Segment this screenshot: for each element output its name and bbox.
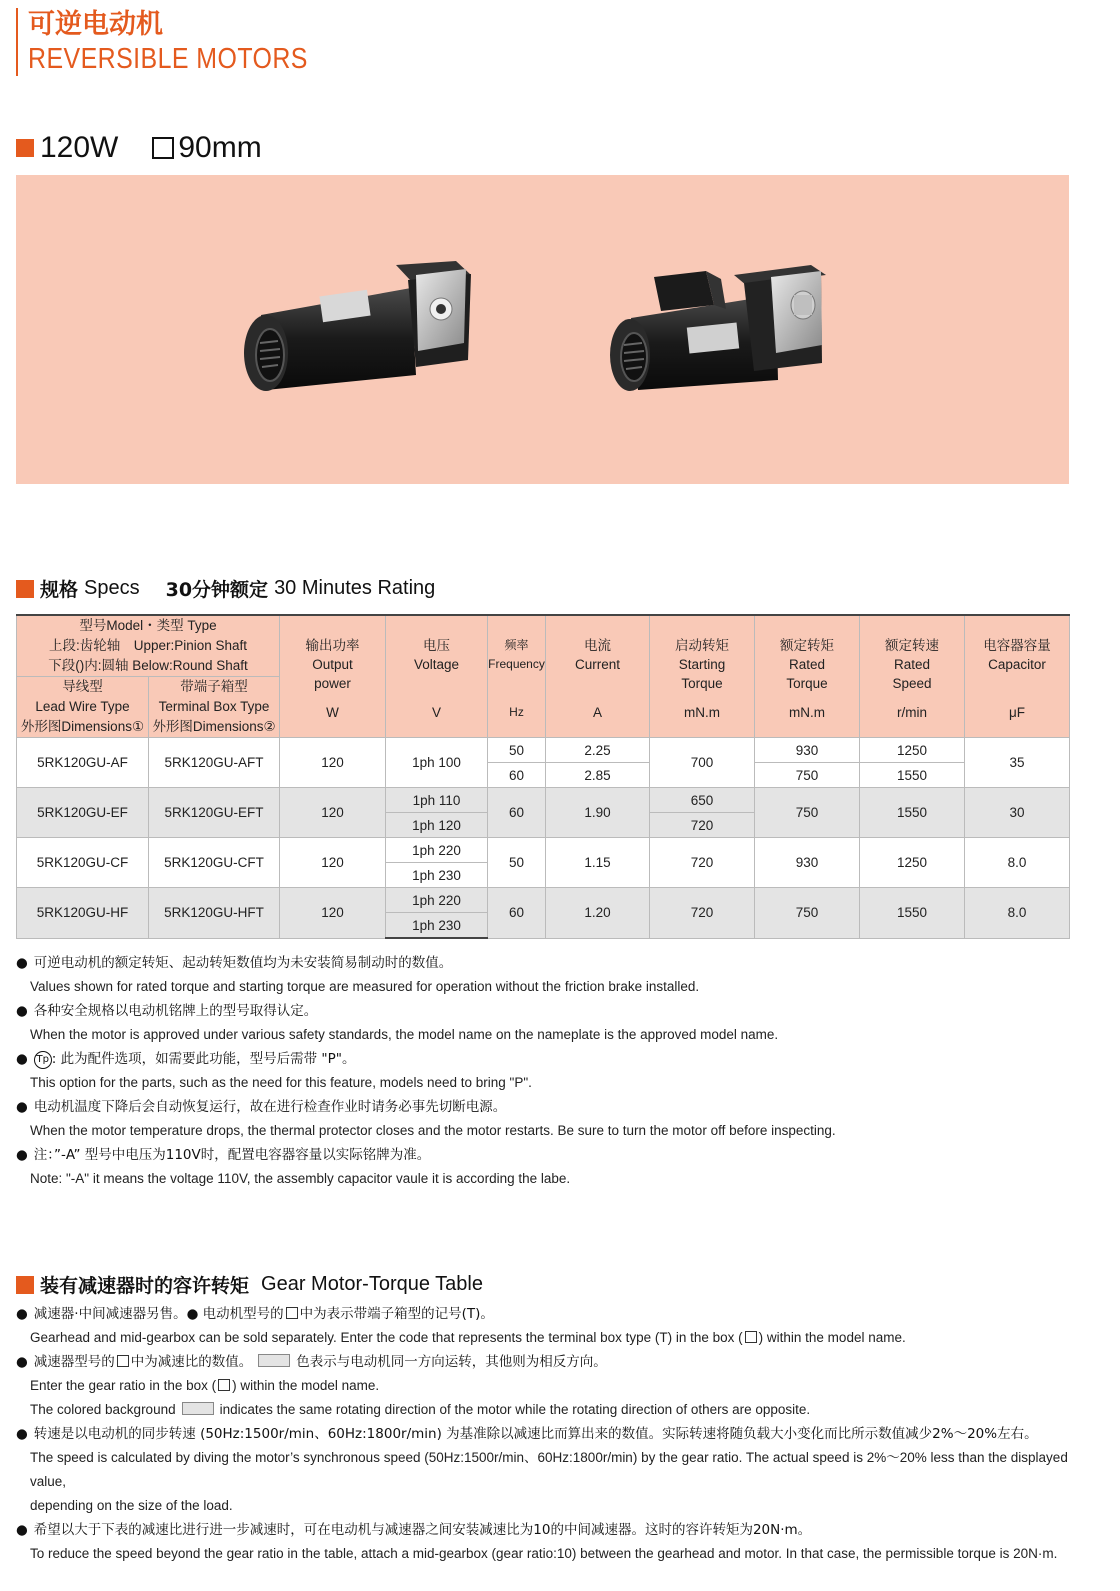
model-frame-size: 90mm <box>178 131 262 164</box>
frequency-cell: 50 <box>488 838 546 888</box>
lead-wire-header: 导线型 Lead Wire Type 外形图Dimensions① <box>17 677 149 738</box>
rated-speed-cell: 1250 <box>860 838 965 888</box>
table-row <box>17 838 1070 863</box>
terminal-model-cell: 5RK120GU-AFT <box>149 738 280 788</box>
note-cn: ● 电动机温度下降后会自动恢复运行，故在进行检查作业时请务必事先切断电源。 <box>16 1099 507 1115</box>
rating-heading-en: 30 Minutes Rating <box>274 577 436 599</box>
product-photo-panel <box>16 175 1069 484</box>
rated-speed-cell: 1550 <box>860 763 965 788</box>
note-en: When the motor temperature drops, the thermal protector closes and the motor restarts. Be sure to turn the motor off before inspecting. <box>30 1123 836 1138</box>
section-marker-icon <box>16 139 34 157</box>
rating-heading-cn: 30分钟额定 <box>165 579 269 601</box>
model-power: 120W <box>40 131 119 164</box>
voltage-cell: 1ph 230 <box>386 913 488 939</box>
gear-heading-cn: 装有减速器时的容许转矩 <box>40 1275 250 1297</box>
note-en: Note: "-A" it means the voltage 110V, the assembly capacitor vaule it is according the labe. <box>30 1171 571 1186</box>
note-en: The speed is calculated by diving the motor’s synchronous speed (50Hz:1500r/min、60Hz:1800r/min) by the gear ratio. The actual speed is 2%～20% less than the displayed value, <box>30 1450 1068 1489</box>
voltage-cell: 1ph 230 <box>386 863 488 888</box>
gear-heading <box>16 1271 483 1298</box>
specs-heading-en: Specs <box>84 577 140 599</box>
note-en: This option for the parts, such as the need for this feature, models need to bring "P". <box>30 1075 532 1090</box>
note-en: Gearhead and mid-gearbox can be sold separately. Enter the code that represents the terminal box type (T) in the box ( ) within the model name. <box>30 1330 906 1345</box>
rated-speed-cell: 1250 <box>860 738 965 763</box>
tp-option-icon: Tp <box>34 1051 52 1069</box>
model-type-header: 型号Model・类型 Type 上段:齿轮轴 Upper:Pinion Shaft 下段()内:圆轴 Below:Round Shaft <box>17 615 280 677</box>
voltage-header: 电压 Voltage V <box>386 615 488 738</box>
box-placeholder-icon <box>218 1379 230 1391</box>
lead-model-cell: 5RK120GU-HF <box>17 888 149 939</box>
note-cn: ● 希望以大于下表的减速比进行进一步减速时，可在电动机与减速器之间安装减速比为10的中间减速器。这时的容许转矩为20N·m。 <box>16 1522 812 1538</box>
note-cn: ● 可逆电动机的额定转矩、起动转矩数值均为未安装简易制动时的数值。 <box>16 955 453 971</box>
motor-photos <box>16 175 1069 484</box>
current-header: 电流 Current A <box>546 615 650 738</box>
note-en: Values shown for rated torque and starting torque are measured for operation without the friction brake installed. <box>30 979 700 994</box>
motor-photo-left <box>244 261 471 391</box>
note-en: depending on the size of the load. <box>30 1498 233 1513</box>
gear-heading-en: Gear Motor-Torque Table <box>261 1273 483 1295</box>
specs-table <box>16 614 1070 939</box>
page-title-en: REVERSIBLE MOTORS <box>28 43 308 75</box>
starting-torque-cell: 720 <box>650 838 755 888</box>
note-cn: ● Tp : 此为配件选项，如需要此功能，型号后需带 "P"。 <box>16 1051 356 1067</box>
output-cell: 120 <box>280 838 386 888</box>
voltage-cell: 1ph 220 <box>386 888 488 913</box>
color-swatch-icon <box>182 1402 214 1415</box>
current-cell: 1.15 <box>546 838 650 888</box>
specs-heading-cn: 规格 <box>40 579 79 601</box>
capacitor-cell: 35 <box>965 738 1070 788</box>
gear-notes <box>16 1302 1086 1566</box>
terminal-model-cell: 5RK120GU-CFT <box>149 838 280 888</box>
starting-torque-cell: 720 <box>650 888 755 939</box>
note-cn: ● 减速器型号的 中为减速比的数值。 色表示与电动机同一方向运转，其他则为相反方向。 <box>16 1354 607 1370</box>
terminal-model-cell: 5RK120GU-EFT <box>149 788 280 838</box>
voltage-cell: 1ph 220 <box>386 838 488 863</box>
lead-model-cell: 5RK120GU-AF <box>17 738 149 788</box>
model-heading <box>16 131 262 165</box>
current-cell: 1.90 <box>546 788 650 838</box>
current-cell: 1.20 <box>546 888 650 939</box>
note-en: When the motor is approved under various safety standards, the model name on the nameplate is the approved model name. <box>30 1027 779 1042</box>
capacitor-header: 电容器容量 Capacitor μF <box>965 615 1070 738</box>
rated-torque-cell: 930 <box>755 838 860 888</box>
note-cn: ● 各种安全规格以电动机铭牌上的型号取得认定。 <box>16 1003 318 1019</box>
note-cn: ● 注：”-A” 型号中电压为110V时，配置电容器容量以实际铭牌为准。 <box>16 1147 431 1163</box>
page-header <box>16 8 353 76</box>
square-frame-icon <box>152 137 174 159</box>
frequency-cell: 60 <box>488 763 546 788</box>
box-placeholder-icon <box>745 1331 757 1343</box>
rated-torque-cell: 750 <box>755 788 860 838</box>
voltage-cell: 1ph 120 <box>386 813 488 838</box>
starting-torque-cell: 720 <box>650 813 755 838</box>
terminal-box-header: 带端子箱型 Terminal Box Type 外形图Dimensions② <box>149 677 280 738</box>
rated-torque-cell: 750 <box>755 763 860 788</box>
rated-torque-cell: 750 <box>755 888 860 939</box>
spec-notes <box>16 951 1086 1191</box>
motor-photo-right <box>610 265 826 391</box>
lead-model-cell: 5RK120GU-CF <box>17 838 149 888</box>
rated-speed-cell: 1550 <box>860 888 965 939</box>
rated-speed-cell: 1550 <box>860 788 965 838</box>
frequency-cell: 60 <box>488 788 546 838</box>
specs-heading <box>16 575 435 602</box>
capacitor-cell: 8.0 <box>965 888 1070 939</box>
rated-speed-header: 额定转速 Rated Speed r/min <box>860 615 965 738</box>
box-placeholder-icon <box>286 1307 298 1319</box>
frequency-cell: 50 <box>488 738 546 763</box>
note-cn: ● 减速器·中间减速器另售。● 电动机型号的 中为表示带端子箱型的记号(T)。 <box>16 1306 494 1322</box>
note-en: The colored background indicates the same rotating direction of the motor while the rotating direction of others are opposite. <box>30 1402 811 1417</box>
output-cell: 120 <box>280 888 386 939</box>
lead-model-cell: 5RK120GU-EF <box>17 788 149 838</box>
voltage-cell: 1ph 110 <box>386 788 488 813</box>
output-power-header: 输出功率 Output power W <box>280 615 386 738</box>
voltage-cell: 1ph 100 <box>386 738 488 788</box>
rated-torque-header: 额定转矩 Rated Torque mN.m <box>755 615 860 738</box>
note-en: To reduce the speed beyond the gear ratio in the table, attach a mid-gearbox (gear ratio:10) between the gearhead and motor. In that case, the permissible torque is 20N·m. <box>30 1546 1058 1561</box>
output-cell: 120 <box>280 738 386 788</box>
table-row <box>17 738 1070 763</box>
starting-torque-header: 启动转矩 Starting Torque mN.m <box>650 615 755 738</box>
current-cell: 2.25 <box>546 738 650 763</box>
box-placeholder-icon <box>117 1355 129 1367</box>
note-cn: ● 转速是以电动机的同步转速 (50Hz:1500r/min、60Hz:1800r/min) 为基准除以减速比而算出来的数值。实际转速将随负载大小变化而比所示数值减少2%～20%左右。 <box>16 1426 1038 1442</box>
table-row <box>17 788 1070 813</box>
section-marker-icon <box>16 580 34 598</box>
starting-torque-cell: 700 <box>650 738 755 788</box>
color-swatch-icon <box>258 1354 290 1367</box>
rated-torque-cell: 930 <box>755 738 860 763</box>
page-title-cn: 可逆电动机 <box>28 9 163 40</box>
current-cell: 2.85 <box>546 763 650 788</box>
frequency-header: 频率 Frequency Hz <box>488 615 546 738</box>
starting-torque-cell: 650 <box>650 788 755 813</box>
capacitor-cell: 30 <box>965 788 1070 838</box>
frequency-cell: 60 <box>488 888 546 939</box>
table-row <box>17 888 1070 913</box>
output-cell: 120 <box>280 788 386 838</box>
capacitor-cell: 8.0 <box>965 838 1070 888</box>
terminal-model-cell: 5RK120GU-HFT <box>149 888 280 939</box>
note-en: Enter the gear ratio in the box ( ) within the model name. <box>30 1378 380 1393</box>
section-marker-icon <box>16 1276 34 1294</box>
